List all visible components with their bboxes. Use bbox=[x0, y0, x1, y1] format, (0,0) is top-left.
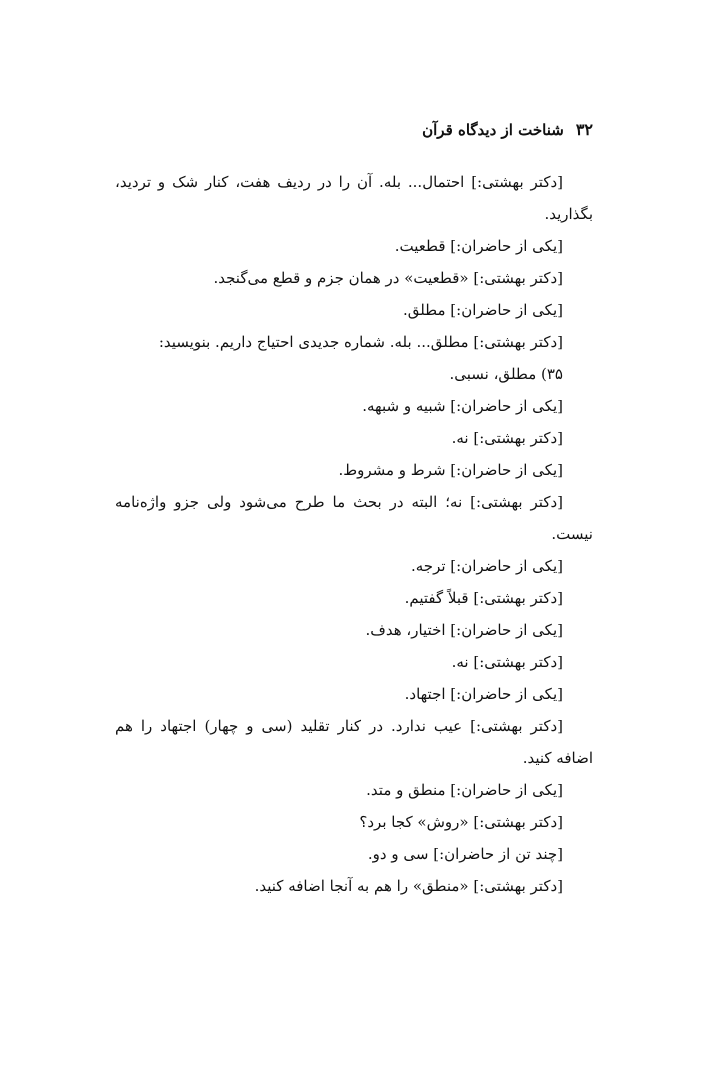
paragraph: [چند تن از حاضران:] سی و دو. bbox=[367, 845, 563, 863]
body-text bbox=[115, 166, 593, 902]
paragraph: [دکتر بهشتی:] نه. bbox=[451, 653, 563, 671]
paragraph: [یکی از حاضران:] شبیه و شبهه. bbox=[362, 397, 563, 415]
paragraph: [یکی از حاضران:] منطق و متد. bbox=[366, 781, 563, 799]
paragraph: [دکتر بهشتی:] احتمال... بله. آن را در ردیف هفت، کنار شک و تردید، بگذارید. bbox=[115, 173, 593, 223]
paragraph: [دکتر بهشتی:] «منطق» را هم به آنجا اضافه کنید. bbox=[254, 877, 563, 895]
paragraph: [دکتر بهشتی:] قبلاً گفتیم. bbox=[404, 589, 563, 607]
paragraph: [یکی از حاضران:] مطلق. bbox=[402, 301, 563, 319]
paragraph: [یکی از حاضران:] ترجه. bbox=[410, 557, 563, 575]
running-title: شناخت از دیدگاه قرآن bbox=[422, 121, 564, 139]
page-number: ۳۲ bbox=[575, 120, 593, 139]
paragraph: [دکتر بهشتی:] مطلق... بله. شماره جدیدی احتیاج داریم. بنویسید: bbox=[158, 333, 563, 351]
paragraph: [یکی از حاضران:] اختیار، هدف. bbox=[365, 621, 563, 639]
paragraph: [یکی از حاضران:] قطعیت. bbox=[394, 237, 563, 255]
paragraph: [یکی از حاضران:] شرط و مشروط. bbox=[338, 461, 563, 479]
paragraph: [دکتر بهشتی:] عیب ندارد. در کنار تقلید (سی و چهار) اجتهاد را هم اضافه کنید. bbox=[115, 717, 593, 767]
numbered-item: ۳۵) مطلق، نسبی. bbox=[449, 365, 563, 383]
paragraph: [دکتر بهشتی:] نه. bbox=[451, 429, 563, 447]
paragraph: [دکتر بهشتی:] «قطعیت» در همان جزم و قطع می‌گنجد. bbox=[213, 269, 563, 287]
paragraph: [دکتر بهشتی:] نه؛ البته در بحث ما طرح می‌شود ولی جزو واژه‌نامه نیست. bbox=[115, 493, 593, 543]
paragraph: [دکتر بهشتی:] «روش» کجا برد؟ bbox=[359, 813, 563, 831]
page-header bbox=[113, 120, 593, 139]
paragraph: [یکی از حاضران:] اجتهاد. bbox=[404, 685, 563, 703]
